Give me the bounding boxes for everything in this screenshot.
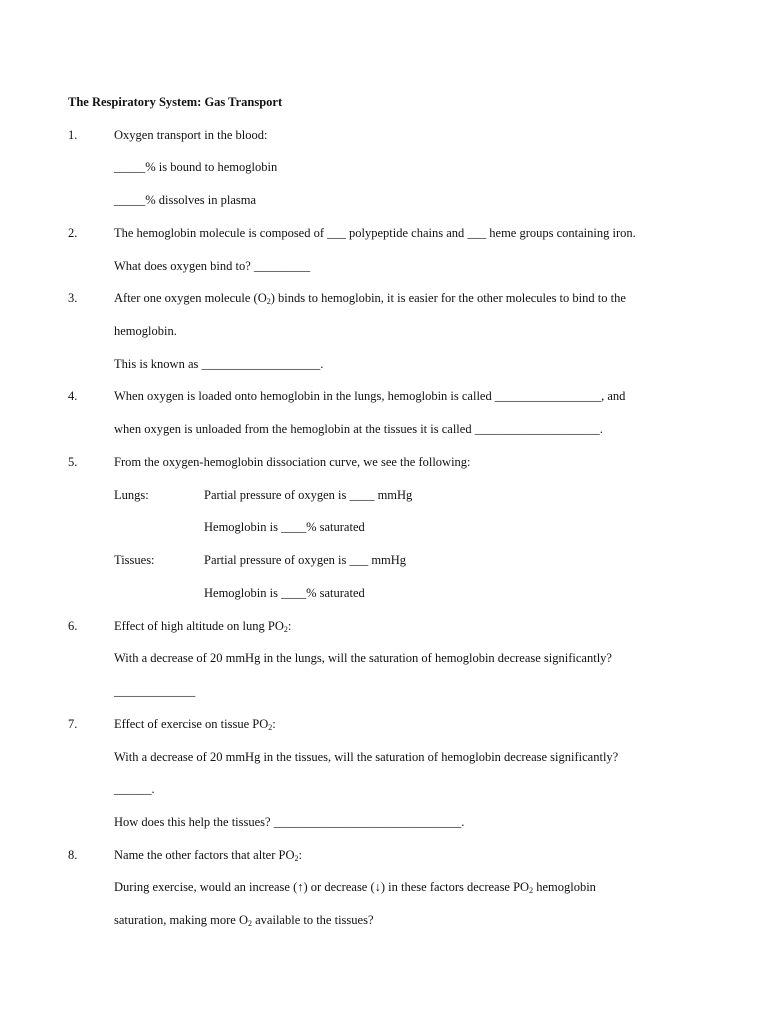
question-6-line-a: With a decrease of 20 mmHg in the lungs, will the saturation of hemoglobin decrease significantly?: [114, 651, 612, 665]
question-7-text: Effect of exercise on tissue $PO_2$:: [114, 717, 276, 732]
question-7-line-a: With a decrease of 20 mmHg in the tissues, will the saturation of hemoglobin decrease significantly?: [114, 750, 619, 764]
question-1-line-b: _____% dissolves in plasma: [114, 193, 257, 207]
question-5-text: From the oxygen-hemoglobin dissociation curve, we see the following:: [114, 455, 471, 469]
question-1-number: 1.: [68, 128, 78, 142]
question-6-blank: _____________: [114, 684, 196, 698]
question-4-number: 4.: [68, 389, 78, 403]
page-title: The Respiratory System: Gas Transport: [68, 95, 283, 109]
question-2-number: 2.: [68, 226, 78, 240]
question-2-text: The hemoglobin molecule is composed of ___ polypeptide chains and ___ heme groups containing iron.: [114, 226, 636, 240]
question-8-number: 8.: [68, 848, 78, 862]
lungs-partial-pressure: Partial pressure of oxygen is ____ mmHg: [204, 488, 413, 502]
question-8-text: Name the other factors that alter $PO_2$:: [114, 848, 302, 863]
tissues-label: Tissues:: [114, 553, 155, 567]
question-4-text: When oxygen is loaded onto hemoglobin in the lungs, hemoglobin is called _________________, and: [114, 389, 626, 403]
lungs-hemoglobin: Hemoglobin is ____% saturated: [204, 520, 365, 534]
question-6-number: 6.: [68, 619, 78, 633]
question-3-text: After one oxygen molecule $(O_2)$ binds to hemoglobin, it is easier for the other molecules to bind to the: [114, 291, 626, 306]
question-8-line-a: During exercise, would an increase (↑) or decrease (↓) in these factors decrease $PO_2$ hemoglobin: [114, 880, 596, 895]
question-7-number: 7.: [68, 717, 78, 731]
tissues-hemoglobin: Hemoglobin is ____% saturated: [204, 586, 365, 600]
question-2-line-a: What does oxygen bind to? _________: [114, 259, 311, 273]
question-3-text-cont: hemoglobin.: [114, 324, 177, 338]
question-5-number: 5.: [68, 455, 78, 469]
question-7-line-b: How does this help the tissues? ______________________________.: [114, 815, 465, 829]
question-4-text-cont: when oxygen is unloaded from the hemoglobin at the tissues it is called ____________________.: [114, 422, 603, 436]
question-6-text: Effect of high altitude on lung $PO_2$:: [114, 619, 292, 634]
lungs-label: Lungs:: [114, 488, 149, 502]
question-1-line-a: _____% is bound to hemoglobin: [114, 160, 278, 174]
tissues-partial-pressure: Partial pressure of oxygen is ___ mmHg: [204, 553, 407, 567]
question-3-line-a: This is known as ___________________.: [114, 357, 324, 371]
question-7-blank: ______.: [114, 782, 155, 796]
question-1-text: Oxygen transport in the blood:: [114, 128, 268, 142]
question-8-line-b: saturation, making more $O_2$ available to the tissues?: [114, 913, 374, 928]
question-3-number: 3.: [68, 291, 78, 305]
